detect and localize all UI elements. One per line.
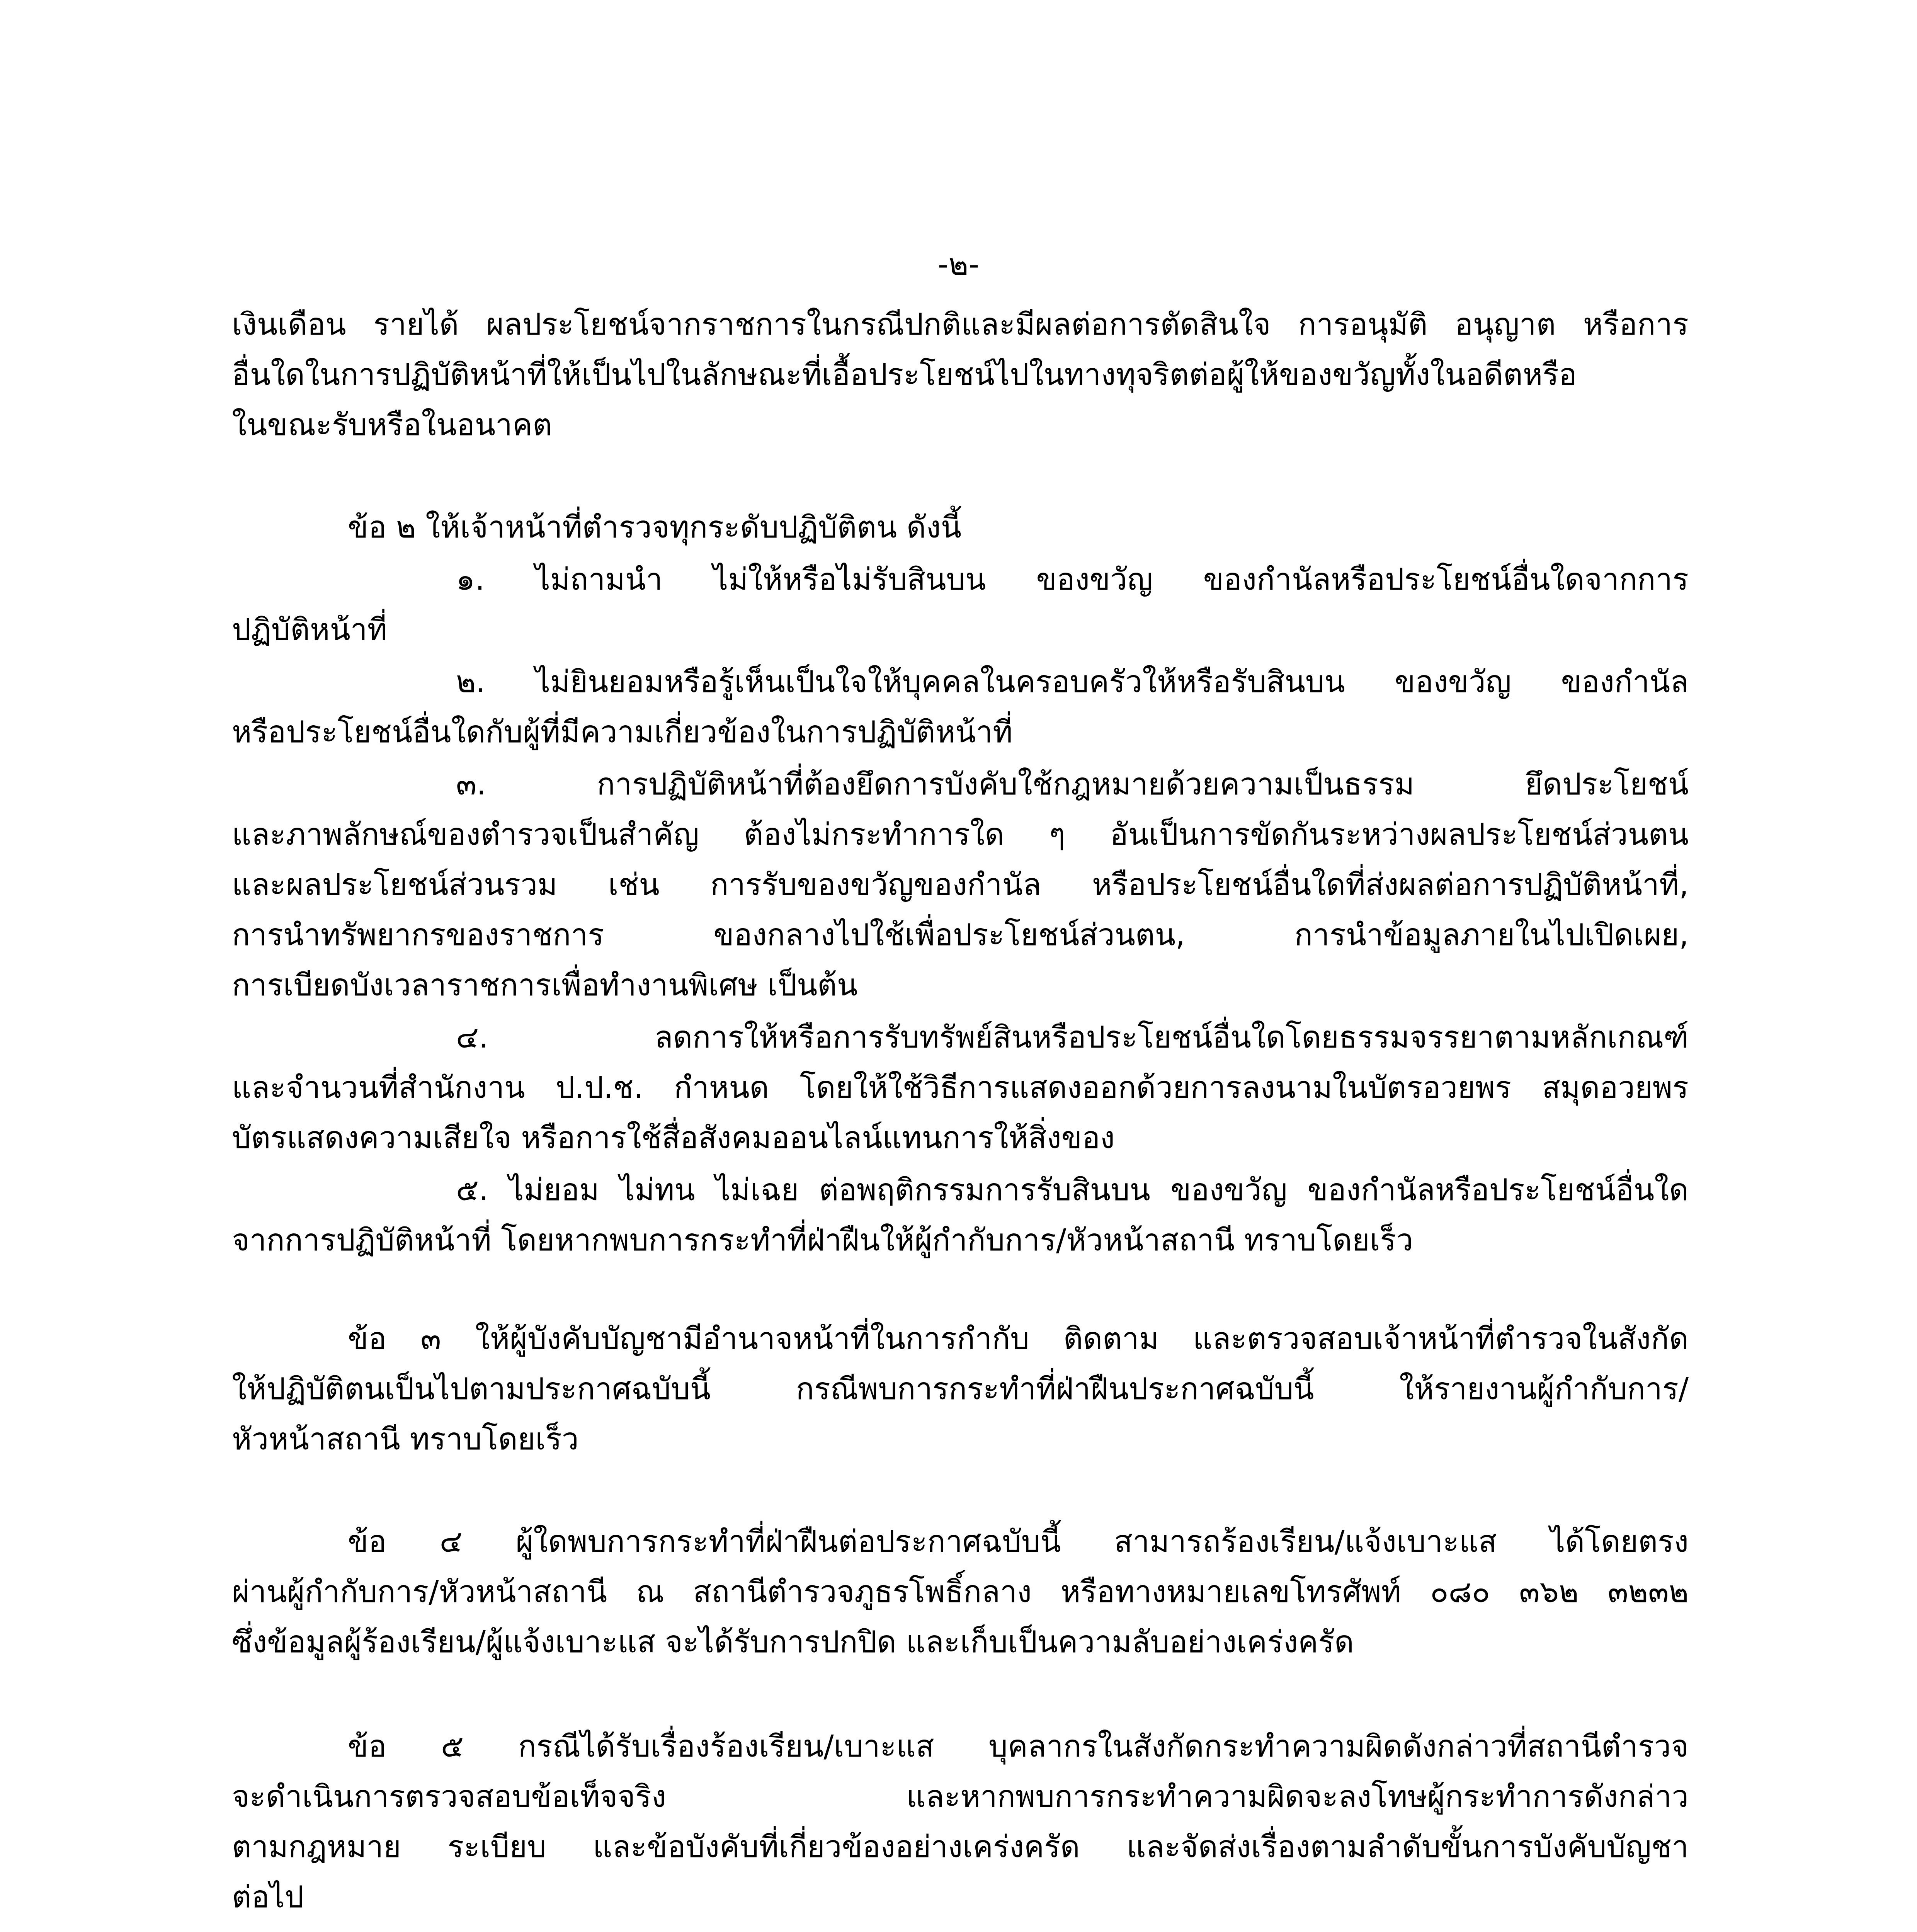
- clause2-item4-line-1: ๔. ลดการให้หรือการรับทรัพย์สินหรือประโยชน์อื่นใดโดยธรรมจรรยาตามหลักเกณฑ์: [456, 1020, 1689, 1055]
- clause3-line-2: ให้ปฏิบัติตนเป็นไปตามประกาศฉบับนี้ กรณีพบการกระทำที่ฝ่าฝืนประกาศฉบับนี้ ให้รายงานผู้กำกับการ/: [232, 1372, 1689, 1406]
- clause2-item3-line-4: การนำทรัพยากรของราชการ ของกลางไปใช้เพื่อประโยชน์ส่วนตน, การนำข้อมูลภายในไปเปิดเผย,: [232, 918, 1689, 952]
- intro-line-1: เงินเดือน รายได้ ผลประโยชน์จากราชการในกรณีปกติและมีผลต่อการตัดสินใจ การอนุมัติ อนุญาต หรือการ: [232, 307, 1689, 342]
- clause2-item3-line-1: ๓. การปฏิบัติหน้าที่ต้องยึดการบังคับใช้กฎหมายด้วยความเป็นธรรม ยึดประโยชน์: [456, 767, 1689, 802]
- clause2-item2-line-1: ๒. ไม่ยินยอมหรือรู้เห็นเป็นใจให้บุคคลในครอบครัวให้หรือรับสินบน ของขวัญ ของกำนัล: [456, 665, 1689, 699]
- clause2-item4-line-2: และจำนวนที่สำนักงาน ป.ป.ช. กำหนด โดยให้ใช้วิธีการแสดงออกด้วยการลงนามในบัตรอวยพร สมุดอวยพร: [232, 1070, 1689, 1105]
- clause2-item5-line-1: ๕. ไม่ยอม ไม่ทน ไม่เฉย ต่อพฤติกรรมการรับสินบน ของขวัญ ของกำนัลหรือประโยชน์อื่นใด: [456, 1173, 1689, 1208]
- clause5-line-4: ต่อไป: [232, 1880, 304, 1915]
- clause3-line-3: หัวหน้าสถานี ทราบโดยเร็ว: [232, 1422, 579, 1457]
- clause4-line-2: ผ่านผู้กำกับการ/หัวหน้าสถานี ณ สถานีตำรวจภูธรโพธิ์กลาง หรือทางหมายเลขโทรศัพท์ ๐๘๐ ๓๖๒ ๓๒๓๒: [232, 1575, 1689, 1609]
- clause3-line-1: ข้อ ๓ ให้ผู้บังคับบัญชามีอำนาจหน้าที่ในการกำกับ ติดตาม และตรวจสอบเจ้าหน้าที่ตำรวจในสังกัด: [348, 1321, 1689, 1356]
- intro-line-2: อื่นใดในการปฏิบัติหน้าที่ให้เป็นไปในลักษณะที่เอื้อประโยชน์ไปในทางทุจริตต่อผู้ให้ของขวัญทั้งในอดีตหรือ: [232, 357, 1577, 392]
- intro-line-3: ในขณะรับหรือในอนาคต: [232, 408, 552, 442]
- clause5-line-3: ตามกฎหมาย ระเบียบ และข้อบังคับที่เกี่ยวข้องอย่างเคร่งครัด และจัดส่งเรื่องตามลำดับขั้นการบังคับบัญชา: [232, 1830, 1689, 1864]
- clause2-item3-line-2: และภาพลักษณ์ของตำรวจเป็นสำคัญ ต้องไม่กระทำการใด ๆ อันเป็นการขัดกันระหว่างผลประโยชน์ส่วนตน: [232, 817, 1689, 852]
- clause2-heading: ข้อ ๒ ให้เจ้าหน้าที่ตำรวจทุกระดับปฏิบัติตน ดังนี้: [348, 510, 962, 545]
- clause2-item2-line-2: หรือประโยชน์อื่นใดกับผู้ที่มีความเกี่ยวข้องในการปฏิบัติหน้าที่: [232, 715, 1013, 750]
- clause2-item1-line-2: ปฏิบัติหน้าที่: [232, 612, 387, 647]
- page-number: -๒-: [937, 247, 980, 282]
- clause2-item5-line-2: จากการปฏิบัติหน้าที่ โดยหากพบการกระทำที่ฝ่าฝืนให้ผู้กำกับการ/หัวหน้าสถานี ทราบโดยเร็ว: [232, 1223, 1414, 1258]
- clause5-line-2: จะดำเนินการตรวจสอบข้อเท็จจริง และหากพบการกระทำความผิดจะลงโทษผู้กระทำการดังกล่าว: [232, 1779, 1689, 1814]
- clause2-item3-line-3: และผลประโยชน์ส่วนรวม เช่น การรับของขวัญของกำนัล หรือประโยชน์อื่นใดที่ส่งผลต่อการปฏิบัติหน้าที่,: [232, 867, 1689, 902]
- clause4-line-1: ข้อ ๔ ผู้ใดพบการกระทำที่ฝ่าฝืนต่อประกาศฉบับนี้ สามารถร้องเรียน/แจ้งเบาะแส ได้โดยตรง: [348, 1524, 1689, 1559]
- clause2-item1-line-1: ๑. ไม่ถามนำ ไม่ให้หรือไม่รับสินบน ของขวัญ ของกำนัลหรือประโยชน์อื่นใดจากการ: [456, 562, 1689, 597]
- clause4-line-3: ซึ่งข้อมูลผู้ร้องเรียน/ผู้แจ้งเบาะแส จะได้รับการปกปิด และเก็บเป็นความลับอย่างเคร่งครัด: [232, 1625, 1354, 1660]
- clause5-line-1: ข้อ ๕ กรณีได้รับเรื่องร้องเรียน/เบาะแส บุคลากรในสังกัดกระทำความผิดดังกล่าวที่สถานีตำรวจ: [348, 1729, 1689, 1764]
- clause2-item3-line-5: การเบียดบังเวลาราชการเพื่อทำงานพิเศษ เป็นต้น: [232, 968, 858, 1003]
- clause2-item4-line-3: บัตรแสดงความเสียใจ หรือการใช้สื่อสังคมออนไลน์แทนการให้สิ่งของ: [232, 1121, 1115, 1155]
